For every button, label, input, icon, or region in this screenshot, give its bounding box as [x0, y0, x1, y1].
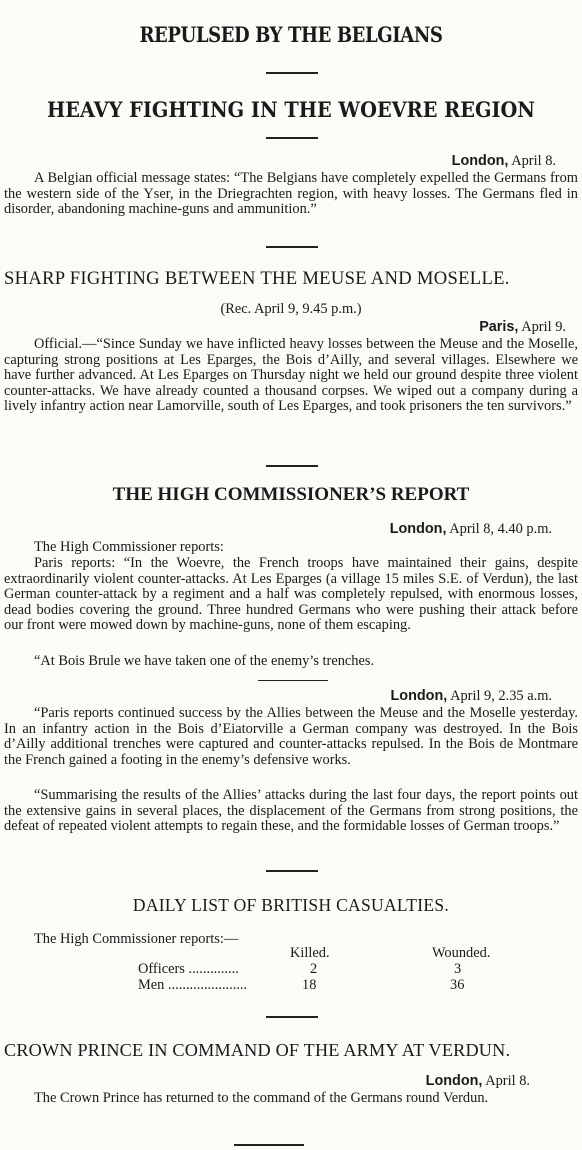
report-intro: The High Commissioner reports: [34, 539, 224, 555]
dateline [452, 153, 556, 170]
dateline [390, 521, 552, 538]
divider-rule [266, 1016, 318, 1018]
column-header-wounded: Wounded. [432, 945, 491, 961]
column-header-killed: Killed. [290, 945, 330, 961]
killed-value: 18 [302, 977, 317, 993]
dateline-place: Paris, [479, 319, 519, 335]
dateline [426, 1073, 530, 1090]
dateline [479, 319, 566, 336]
dateline-date: April 8, 4.40 p.m. [449, 521, 552, 537]
article-body: Official.—“Since Sunday we have inflicted heavy losses between the Meuse and the Moselle, capturing strong positions at Les Eparges, the Bois d’Ailly, and several villages. Elsewhere we have further advanced. At Les Eparges on Thursday night we held our ground despite three violent counter-attacks. We have already counted a thousand corpses. We wiped out a company during a lively infantry action near Lamorville, south of Les Eparges, and took prisoners the ten survivors.” [4, 336, 578, 415]
divider-rule [258, 680, 328, 681]
subhead-woevre: HEAVY FIGHTING IN THE WOEVRE REGION [47, 97, 535, 122]
wounded-value: 36 [450, 977, 465, 993]
headline-sharp-fighting: SHARP FIGHTING BETWEEN THE MEUSE AND MOSELLE. [4, 268, 510, 289]
dateline-date: April 8. [511, 153, 556, 169]
divider-rule [234, 1144, 304, 1146]
wounded-value: 3 [454, 961, 462, 977]
article-body: “Paris reports continued success by the Allies between the Meuse and the Moselle yesterday. In an infantry action in the Bois d’Eiatorville a German company was destroyed. In the Bois d’Ailly additional trenches were captured and counter-attacks repulsed. In the Bois de Montmare the French gained a footing in the enemy’s defensive works. [4, 705, 578, 768]
article-body: A Belgian official message states: “The Belgians have completely expelled the Germans from the western side of the Yser, in the Driegrachten region, with heavy losses. The Germans fled in disorder, abandoning machine-guns and ammunition.” [4, 170, 578, 218]
article-body: “At Bois Brule we have taken one of the enemy’s trenches. [34, 653, 375, 669]
divider-rule [266, 137, 318, 139]
divider-rule [266, 246, 318, 248]
dateline-place: London, [389, 521, 447, 537]
killed-value: 2 [310, 961, 318, 977]
dateline-date: April 8. [485, 1073, 530, 1089]
dateline-place: London, [390, 688, 448, 704]
divider-rule [266, 870, 318, 872]
divider-rule [266, 72, 318, 74]
headline-repulsed: REPULSED BY THE BELGIANS [139, 22, 443, 47]
received-line: (Rec. April 9, 9.45 p.m.) [220, 301, 362, 317]
headline-high-commissioner: THE HIGH COMMISSIONER’S REPORT [112, 484, 470, 505]
row-label: Officers .............. [138, 961, 239, 977]
divider-rule [266, 465, 318, 467]
dateline-date: April 9. [521, 319, 566, 335]
dateline-date: April 9, 2.35 a.m. [450, 688, 552, 704]
dateline-place: London, [425, 1073, 483, 1089]
row-label: Men ...................... [138, 977, 248, 993]
article-body: Paris reports: “In the Woevre, the French troops have maintained their gains, despite extraordinarily violent counter-attacks. At Les Eparges (a village 15 miles S.E. of Verdun), the last German counter-attack by a regiment and a half was completely repulsed, with enormous losses, dead bodies covering the ground. Three hundred Germans who were pushing their attack before our front were mowed down by machine-guns, none of them escaping. [4, 555, 578, 634]
article-body: “Summarising the results of the Allies’ attacks during the last four days, the report points out the extensive gains in several places, the displacement of the Germans from strong positions, the defeat of repeated violent attempts to regain these, and the formidable losses of German troops.” [4, 787, 578, 835]
headline-crown-prince: CROWN PRINCE IN COMMAND OF THE ARMY AT VERDUN. [4, 1040, 511, 1060]
article-body: The Crown Prince has returned to the command of the Germans round Verdun. [34, 1090, 489, 1106]
casualties-intro: The High Commissioner reports:— [34, 931, 239, 947]
headline-casualties: DAILY LIST OF BRITISH CASUALTIES. [132, 895, 450, 915]
dateline [391, 688, 553, 705]
dateline-place: London, [451, 153, 509, 169]
